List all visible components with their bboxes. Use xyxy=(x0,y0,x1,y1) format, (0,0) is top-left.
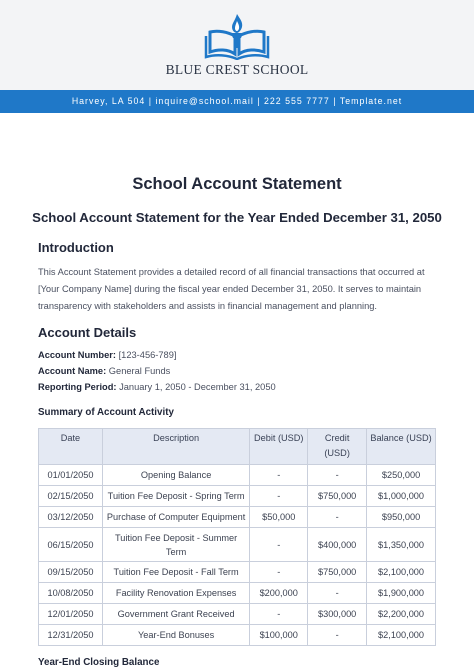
cell-credit: - xyxy=(308,583,367,604)
cell-date: 12/31/2050 xyxy=(39,625,103,646)
cell-date: 09/15/2050 xyxy=(39,562,103,583)
cell-credit: - xyxy=(308,465,367,486)
cell-balance: $1,350,000 xyxy=(367,528,436,562)
table-row xyxy=(39,528,436,562)
cell-description: Tuition Fee Deposit - Fall Term xyxy=(102,562,249,583)
cell-balance: $950,000 xyxy=(367,507,436,528)
account-number-label: Account Number: xyxy=(38,350,116,360)
account-details-heading: Account Details xyxy=(38,325,137,340)
cell-debit: $200,000 xyxy=(250,583,308,604)
cell-balance: $250,000 xyxy=(367,465,436,486)
closing-balance-heading: Year-End Closing Balance xyxy=(38,657,160,668)
reporting-period-line xyxy=(38,382,276,392)
document-title: School Account Statement xyxy=(132,175,342,193)
open-book-with-torch-icon xyxy=(204,12,270,60)
table-row xyxy=(39,465,436,486)
cell-credit: - xyxy=(308,507,367,528)
table-row xyxy=(39,507,436,528)
account-activity-table xyxy=(38,428,436,646)
table-row xyxy=(39,625,436,646)
table-header-row xyxy=(39,429,436,465)
contact-bar: Harvey, LA 504 | inquire@school.mail | 222 555 7777 | Template.net xyxy=(0,90,474,113)
cell-credit: $300,000 xyxy=(308,604,367,625)
cell-debit: $50,000 xyxy=(250,507,308,528)
cell-description: Year-End Bonuses xyxy=(102,625,249,646)
column-header-debit: Debit (USD) xyxy=(250,429,308,465)
cell-date: 12/01/2050 xyxy=(39,604,103,625)
account-number-value: [123-456-789] xyxy=(116,350,177,360)
cell-debit: - xyxy=(250,486,308,507)
column-header-credit: Credit (USD) xyxy=(308,429,367,465)
cell-description: Purchase of Computer Equipment xyxy=(102,507,249,528)
summary-heading: Summary of Account Activity xyxy=(38,407,174,418)
reporting-period-value: January 1, 2050 - December 31, 2050 xyxy=(116,382,276,392)
column-header-date: Date xyxy=(39,429,103,465)
cell-date: 06/15/2050 xyxy=(39,528,103,562)
table-row xyxy=(39,583,436,604)
cell-credit: - xyxy=(308,625,367,646)
cell-balance: $2,100,000 xyxy=(367,562,436,583)
column-header-balance: Balance (USD) xyxy=(367,429,436,465)
table-row xyxy=(39,604,436,625)
cell-credit: $750,000 xyxy=(308,562,367,583)
introduction-heading: Introduction xyxy=(38,240,114,255)
letterhead xyxy=(0,0,474,90)
introduction-text: This Account Statement provides a detailed record of all financial transactions that occurred at [Your Company Name] during the fiscal year ended December 31, 2050. It serves to maintain transparency with stakeholders and assists in financial management and planning. xyxy=(38,267,425,311)
table-row xyxy=(39,486,436,507)
cell-debit: - xyxy=(250,465,308,486)
cell-description: Opening Balance xyxy=(102,465,249,486)
cell-date: 10/08/2050 xyxy=(39,583,103,604)
cell-debit: - xyxy=(250,528,308,562)
cell-debit: - xyxy=(250,562,308,583)
cell-balance: $2,200,000 xyxy=(367,604,436,625)
document-subtitle: School Account Statement for the Year Ended December 31, 2050 xyxy=(32,210,442,225)
account-name-value: General Funds xyxy=(106,366,171,376)
cell-description: Facility Renovation Expenses xyxy=(102,583,249,604)
cell-description: Tuition Fee Deposit - Summer Term xyxy=(102,528,249,562)
school-name: BLUE CREST SCHOOL xyxy=(165,62,309,77)
cell-balance: $1,900,000 xyxy=(367,583,436,604)
cell-date: 01/01/2050 xyxy=(39,465,103,486)
cell-description: Tuition Fee Deposit - Spring Term xyxy=(102,486,249,507)
cell-balance: $1,000,000 xyxy=(367,486,436,507)
cell-balance: $2,100,000 xyxy=(367,625,436,646)
reporting-period-label: Reporting Period: xyxy=(38,382,117,392)
table-row xyxy=(39,562,436,583)
account-name-line xyxy=(38,366,170,376)
cell-description: Government Grant Received xyxy=(102,604,249,625)
cell-date: 03/12/2050 xyxy=(39,507,103,528)
cell-credit: $750,000 xyxy=(308,486,367,507)
account-name-label: Account Name: xyxy=(38,366,107,376)
cell-credit: $400,000 xyxy=(308,528,367,562)
cell-date: 02/15/2050 xyxy=(39,486,103,507)
column-header-description: Description xyxy=(102,429,249,465)
cell-debit: - xyxy=(250,604,308,625)
cell-debit: $100,000 xyxy=(250,625,308,646)
account-number-line xyxy=(38,350,176,360)
